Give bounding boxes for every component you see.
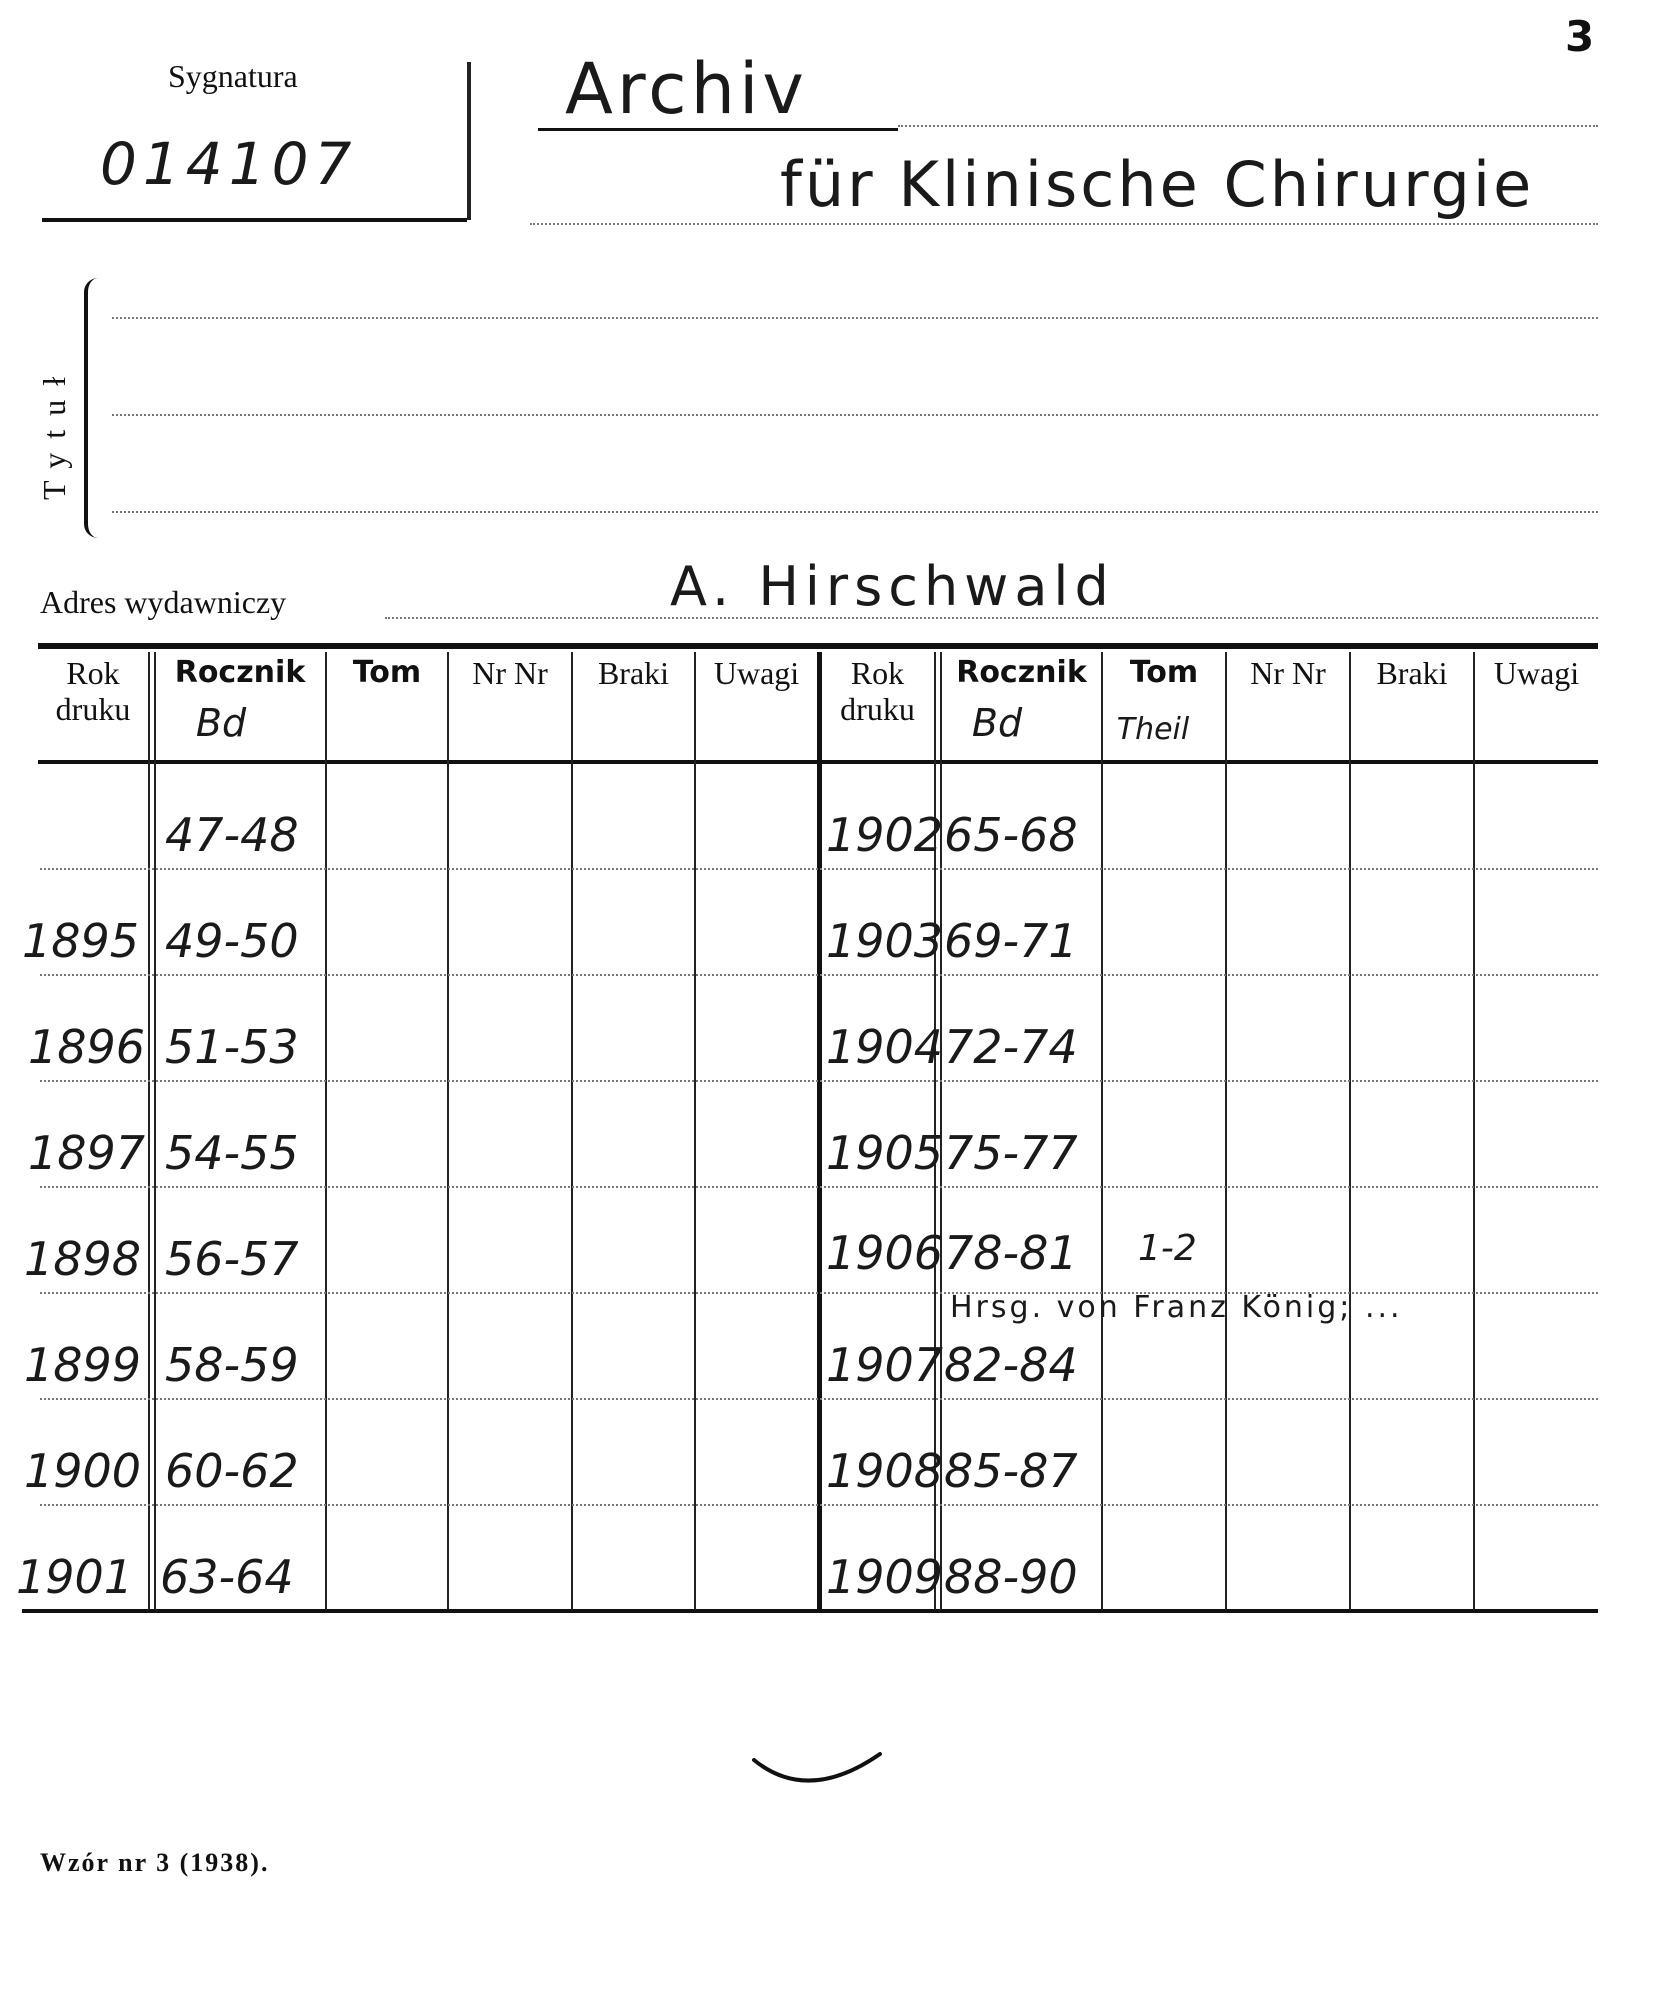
header-rocznik-left: Rocznik [174, 655, 306, 690]
title-line2: für Klinische Chirurgie [780, 148, 1535, 221]
left-row-4-rok: 1897 [28, 1126, 146, 1180]
col-sep [447, 652, 449, 1610]
title-line1: Archiv [565, 48, 808, 130]
publisher-value: A. Hirschwald [670, 555, 1115, 618]
right-row-7-rok: 1908 [826, 1444, 944, 1498]
col-sep [148, 652, 150, 1610]
header-nrnr-right: Nr Nr [1250, 655, 1326, 691]
left-row-8-rocznik: 63-64 [160, 1550, 294, 1604]
right-row-3-rok: 1904 [826, 1020, 944, 1074]
right-row-3-rocznik: 72-74 [944, 1020, 1078, 1074]
row-line [40, 1080, 1598, 1082]
right-row-1-rok: 1902 [826, 808, 944, 862]
tytul-label: Tytuł [36, 362, 72, 500]
row-line [40, 1398, 1598, 1400]
signature-divider [467, 62, 471, 220]
col-sep [325, 652, 327, 1610]
title-dotline-2 [530, 223, 1598, 225]
left-row-6-rok: 1899 [24, 1338, 142, 1392]
left-row-2-rok: 1895 [22, 914, 140, 968]
right-row-7-rocznik: 85-87 [944, 1444, 1078, 1498]
header-nrnr-left: Nr Nr [472, 655, 548, 691]
row-line [40, 868, 1598, 870]
right-row-1-rocznik: 65-68 [944, 808, 1078, 862]
col-sep [571, 652, 573, 1610]
center-divider [817, 652, 822, 1610]
header-uwagi-right: Uwagi [1493, 655, 1580, 691]
header-tom-left: Tom [352, 655, 422, 690]
left-row-4-rocznik: 54-55 [165, 1126, 299, 1180]
signature-underline [42, 218, 467, 222]
right-row-5-rok: 1906 [826, 1226, 944, 1280]
row-line [40, 1186, 1598, 1188]
right-row-4-rocznik: 75-77 [944, 1126, 1078, 1180]
header-braki-right: Braki [1376, 655, 1448, 691]
left-row-6-rocznik: 58-59 [165, 1338, 299, 1392]
tytul-dotline-1 [112, 317, 1598, 319]
right-row-2-rocznik: 69-71 [944, 914, 1078, 968]
right-row-6-rok: 1907 [826, 1338, 944, 1392]
left-row-5-rocznik: 56-57 [165, 1232, 299, 1286]
tytul-dotline-3 [112, 511, 1598, 513]
right-row-4-rok: 1905 [826, 1126, 944, 1180]
header-rocznik-right: Rocznik [956, 655, 1087, 690]
col-sep [1101, 652, 1103, 1610]
publisher-label: Adres wydawniczy [40, 584, 287, 620]
footer-text: Wzór nr 3 (1938). [40, 1848, 270, 1877]
right-row-6-rocznik: 82-84 [944, 1338, 1078, 1392]
header-tom-right: Tom [1129, 655, 1199, 690]
header-rok-right: Rok druku [840, 655, 915, 727]
header-rocznik-left-hand: Bd [195, 701, 247, 745]
header-braki-left: Braki [597, 655, 670, 691]
signature-value: 014107 [100, 130, 358, 198]
page-number: 3 [1565, 12, 1595, 61]
row-line [40, 1504, 1598, 1506]
right-row-5-rocznik: 78-81 [944, 1226, 1078, 1280]
col-sep [154, 652, 156, 1610]
col-sep [694, 652, 696, 1610]
right-row-8-rocznik: 88-90 [944, 1550, 1078, 1604]
title-dotline-1 [898, 125, 1598, 127]
left-row-7-rok: 1900 [24, 1444, 142, 1498]
right-row-8-rok: 1909 [826, 1550, 944, 1604]
col-sep [1225, 652, 1227, 1610]
header-rocznik-right-hand: Bd [971, 701, 1023, 745]
left-row-7-rocznik: 60-62 [165, 1444, 299, 1498]
publisher-dotline [385, 617, 1598, 619]
right-row-5-tom: 1-2 [1138, 1228, 1197, 1269]
pen-mark [748, 1748, 888, 1808]
col-sep [1473, 652, 1475, 1610]
left-row-8-rok: 1901 [16, 1550, 134, 1604]
signature-label: Sygnatura [168, 58, 298, 94]
left-row-2-rocznik: 49-50 [165, 914, 299, 968]
left-row-3-rocznik: 51-53 [165, 1020, 299, 1074]
col-sep [1349, 652, 1351, 1610]
tytul-brace [84, 278, 104, 538]
header-uwagi-left: Uwagi [713, 655, 800, 691]
row-line [40, 974, 1598, 976]
title-line1-underline [538, 128, 898, 131]
tytul-dotline-2 [112, 414, 1598, 416]
left-row-3-rok: 1896 [28, 1020, 146, 1074]
editor-note: Hrsg. von Franz König; ... [950, 1290, 1403, 1325]
left-row-5-rok: 1898 [24, 1232, 142, 1286]
table-top-border [38, 643, 1598, 649]
left-row-1-rocznik: 47-48 [165, 808, 299, 862]
header-rok-left: Rok druku [55, 655, 131, 727]
right-row-2-rok: 1903 [826, 914, 944, 968]
header-tom-right-hand: Theil [1116, 712, 1190, 747]
table-bottom-border [22, 1609, 1598, 1613]
